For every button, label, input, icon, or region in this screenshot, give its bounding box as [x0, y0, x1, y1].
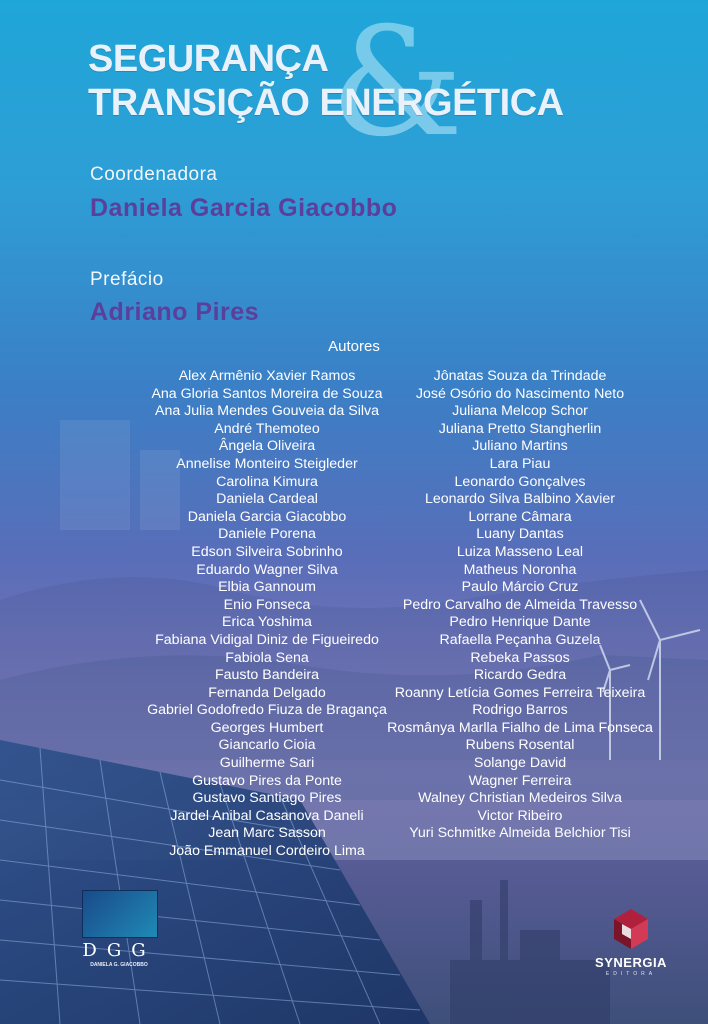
author-name: Fabiana Vidigal Diniz de Figueiredo [155, 631, 379, 648]
coordinator-role: Coordenadora [90, 164, 218, 185]
author-name: Giancarlo Cioia [218, 737, 316, 754]
title-line-1: SEGURANÇA [88, 38, 329, 80]
author-name: Solange David [473, 755, 567, 772]
author-name: João Emmanuel Cordeiro Lima [169, 843, 365, 860]
dgg-logo-letters: DGG [82, 940, 156, 961]
author-name: Guilherme Sari [219, 755, 315, 772]
author-name: Pedro Henrique Dante [449, 614, 591, 631]
author-name: Daniela Cardeal [216, 491, 318, 508]
author-name: Matheus Noronha [463, 561, 577, 578]
preface-name: Adriano Pires [90, 298, 260, 326]
synergia-name: SYNERGIA [595, 955, 667, 970]
preface-role: Prefácio [90, 269, 164, 290]
author-name: Daniela Garcia Giacobbo [187, 508, 347, 525]
synergia-subtitle: EDITORA [605, 971, 657, 977]
author-name: Jônatas Souza da Trindade [433, 368, 607, 384]
author-name: Roanny Letícia Gomes Ferreira Teixeira [394, 684, 646, 701]
author-name: Lara Piau [489, 455, 551, 472]
author-name: Erica Yoshima [222, 614, 312, 631]
author-name: Rebeka Passos [470, 649, 570, 666]
author-name: Ângela Oliveira [218, 438, 316, 455]
author-name: Walney Christian Medeiros Silva [418, 790, 622, 807]
author-name: Juliana Pretto Stangherlin [438, 420, 602, 437]
dgg-publisher-logo [82, 890, 156, 970]
author-name: Daniele Porena [218, 526, 316, 543]
author-name: Fausto Bandeira [214, 667, 320, 684]
author-name: Juliano Martins [472, 438, 568, 455]
author-name: Rubens Rosental [465, 737, 575, 754]
author-name: Rosmânya Marlla Fialho de Lima Fonseca [387, 719, 653, 736]
author-name: Paulo Márcio Cruz [461, 579, 579, 596]
author-name: Yuri Schmitke Almeida Belchior Tisi [409, 825, 631, 842]
author-name: Luany Dantas [476, 526, 564, 543]
coordinator-name: Daniela Garcia Giacobbo [90, 194, 398, 222]
synergia-cube-icon [586, 905, 676, 953]
synergia-publisher-logo [586, 905, 676, 985]
author-name: José Osório do Nascimento Neto [415, 385, 625, 402]
author-name: Georges Humbert [210, 719, 324, 736]
author-name: Ricardo Gedra [473, 667, 567, 684]
author-name: Ana Gloria Santos Moreira de Souza [151, 385, 383, 402]
author-name: Gabriel Godofredo Fiuza de Bragança [147, 702, 387, 719]
author-name: Lorrane Câmara [468, 508, 572, 525]
author-name: Gustavo Pires da Ponte [192, 772, 342, 789]
author-name: Fernanda Delgado [208, 684, 326, 701]
authors-heading: Autores [328, 338, 380, 355]
author-name: Leonardo Gonçalves [454, 473, 586, 490]
author-name: Rafaella Peçanha Guzela [439, 631, 601, 648]
author-name: Alex Armênio Xavier Ramos [178, 368, 356, 384]
author-name: Elbia Gannoum [218, 579, 316, 596]
authors-right-column [370, 368, 670, 843]
author-name: Pedro Carvalho de Almeida Travesso [402, 596, 638, 613]
author-name: Leonardo Silva Balbino Xavier [424, 491, 616, 508]
dgg-logo-caption: DANIELA G. GIACOBBO [90, 962, 148, 968]
author-name: Eduardo Wagner Silva [196, 561, 338, 578]
author-name: Luiza Masseno Leal [456, 543, 584, 560]
author-name: Juliana Melcop Schor [452, 403, 588, 420]
dgg-logo-mark [82, 890, 158, 938]
author-name: Jean Marc Sasson [208, 825, 326, 842]
author-name: André Themoteo [214, 420, 320, 437]
author-name: Wagner Ferreira [468, 772, 572, 789]
author-name: Ana Julia Mendes Gouveia da Silva [155, 403, 379, 420]
author-name: Carolina Kimura [216, 473, 318, 490]
author-name: Jardel Anibal Casanova Daneli [170, 807, 364, 824]
author-name: Edson Silveira Sobrinho [191, 543, 343, 560]
author-name: Enio Fonseca [223, 596, 311, 613]
title-ampersand: & [330, 0, 464, 170]
author-name: Fabiola Sena [225, 649, 309, 666]
author-name: Rodrigo Barros [472, 702, 568, 719]
title-line-2: TRANSIÇÃO ENERGÉTICA [88, 82, 564, 124]
author-name: Annelise Monteiro Steigleder [176, 455, 358, 472]
author-name: Gustavo Santiago Pires [192, 790, 342, 807]
author-name: Victor Ribeiro [477, 807, 563, 824]
